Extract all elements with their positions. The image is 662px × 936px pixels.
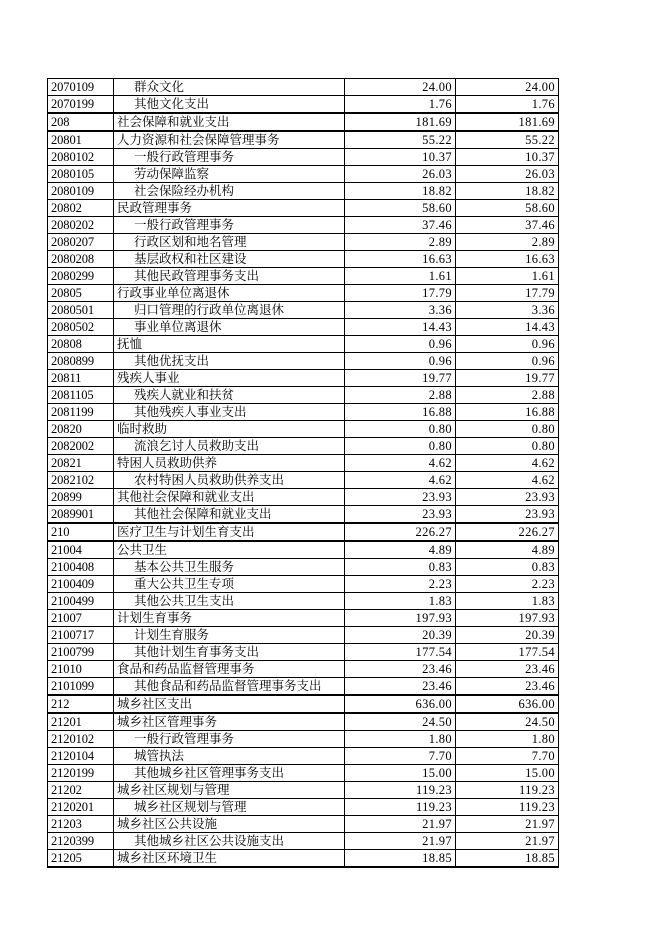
cell-execution-amount: 55.22 (456, 131, 559, 149)
cell-code: 2070199 (48, 96, 114, 114)
cell-item-name: 归口管理的行政单位离退休 (114, 302, 345, 319)
cell-code: 2080207 (48, 234, 114, 251)
cell-item-name: 抚恤 (114, 336, 345, 353)
cell-code: 2080102 (48, 149, 114, 166)
cell-code: 2100408 (48, 559, 114, 576)
cell-code: 20811 (48, 370, 114, 387)
cell-execution-amount: 24.50 (456, 713, 559, 731)
table-row[interactable] (48, 96, 559, 114)
table-row[interactable] (48, 489, 559, 506)
table-row[interactable] (48, 816, 559, 833)
cell-execution-amount: 58.60 (456, 200, 559, 217)
cell-execution-amount: 21.97 (456, 833, 559, 850)
cell-item-name: 社会保险经办机构 (114, 183, 345, 200)
cell-budget-amount: 0.80 (345, 421, 456, 438)
table-row[interactable] (48, 131, 559, 149)
cell-budget-amount: 636.00 (345, 695, 456, 713)
cell-budget-amount: 37.46 (345, 217, 456, 234)
table-row[interactable] (48, 644, 559, 661)
cell-budget-amount: 18.82 (345, 183, 456, 200)
cell-budget-amount: 7.70 (345, 748, 456, 765)
cell-execution-amount: 4.89 (456, 541, 559, 559)
cell-item-name: 一般行政管理事务 (114, 149, 345, 166)
table-row[interactable] (48, 387, 559, 404)
cell-budget-amount: 3.36 (345, 302, 456, 319)
cell-budget-amount: 119.23 (345, 782, 456, 799)
cell-budget-amount: 24.00 (345, 79, 456, 96)
cell-execution-amount: 636.00 (456, 695, 559, 713)
table-row[interactable] (48, 404, 559, 421)
cell-budget-amount: 2.23 (345, 576, 456, 593)
table-row[interactable] (48, 113, 559, 131)
cell-code: 20801 (48, 131, 114, 149)
cell-budget-amount: 1.83 (345, 593, 456, 610)
cell-execution-amount: 37.46 (456, 217, 559, 234)
table-row[interactable] (48, 234, 559, 251)
cell-budget-amount: 226.27 (345, 523, 456, 541)
cell-code: 2080109 (48, 183, 114, 200)
cell-execution-amount: 3.36 (456, 302, 559, 319)
cell-item-name: 残疾人事业 (114, 370, 345, 387)
cell-budget-amount: 58.60 (345, 200, 456, 217)
table-row[interactable] (48, 627, 559, 644)
cell-budget-amount: 2.89 (345, 234, 456, 251)
cell-item-name: 其他社会保障和就业支出 (114, 489, 345, 506)
cell-budget-amount: 181.69 (345, 113, 456, 131)
cell-code: 2070109 (48, 79, 114, 96)
cell-code: 2100717 (48, 627, 114, 644)
cell-item-name: 城乡社区支出 (114, 695, 345, 713)
cell-budget-amount: 0.83 (345, 559, 456, 576)
cell-code: 2120102 (48, 731, 114, 748)
cell-budget-amount: 17.79 (345, 285, 456, 302)
cell-code: 212 (48, 695, 114, 713)
cell-item-name: 农村特困人员救助供养支出 (114, 472, 345, 489)
cell-item-name: 一般行政管理事务 (114, 217, 345, 234)
cell-code: 2100799 (48, 644, 114, 661)
cell-item-name: 特困人员救助供养 (114, 455, 345, 472)
cell-item-name: 劳动保障监察 (114, 166, 345, 183)
table-row[interactable] (48, 472, 559, 489)
table-row[interactable] (48, 765, 559, 782)
spreadsheet-sheet (47, 78, 558, 868)
cell-execution-amount: 17.79 (456, 285, 559, 302)
cell-code: 21202 (48, 782, 114, 799)
cell-execution-amount: 177.54 (456, 644, 559, 661)
cell-item-name: 医疗卫生与计划生育支出 (114, 523, 345, 541)
cell-budget-amount: 1.61 (345, 268, 456, 285)
table-row[interactable] (48, 610, 559, 627)
cell-item-name: 其他优抚支出 (114, 353, 345, 370)
table-body (48, 79, 559, 868)
cell-execution-amount: 23.93 (456, 489, 559, 506)
cell-code: 2100499 (48, 593, 114, 610)
cell-budget-amount: 177.54 (345, 644, 456, 661)
table-row[interactable] (48, 799, 559, 816)
cell-execution-amount: 1.76 (456, 96, 559, 114)
cell-item-name: 基层政权和社区建设 (114, 251, 345, 268)
cell-code: 20820 (48, 421, 114, 438)
table-row[interactable] (48, 251, 559, 268)
cell-budget-amount: 0.80 (345, 438, 456, 455)
cell-execution-amount: 15.00 (456, 765, 559, 782)
cell-budget-amount: 2.88 (345, 387, 456, 404)
table-row[interactable] (48, 731, 559, 748)
cell-budget-amount: 0.96 (345, 336, 456, 353)
table-row[interactable] (48, 268, 559, 285)
cell-execution-amount: 18.85 (456, 850, 559, 868)
cell-code: 20821 (48, 455, 114, 472)
cell-execution-amount: 197.93 (456, 610, 559, 627)
cell-execution-amount: 23.46 (456, 678, 559, 696)
cell-execution-amount: 14.43 (456, 319, 559, 336)
cell-execution-amount: 23.46 (456, 661, 559, 678)
cell-code: 2081199 (48, 404, 114, 421)
cell-code: 2100409 (48, 576, 114, 593)
cell-budget-amount: 197.93 (345, 610, 456, 627)
cell-execution-amount: 16.63 (456, 251, 559, 268)
table-row[interactable] (48, 421, 559, 438)
cell-code: 2082102 (48, 472, 114, 489)
cell-budget-amount: 4.62 (345, 455, 456, 472)
cell-code: 2120104 (48, 748, 114, 765)
cell-execution-amount: 10.37 (456, 149, 559, 166)
cell-item-name: 其他公共卫生支出 (114, 593, 345, 610)
cell-budget-amount: 21.97 (345, 816, 456, 833)
cell-execution-amount: 16.88 (456, 404, 559, 421)
table-row[interactable] (48, 593, 559, 610)
cell-budget-amount: 26.03 (345, 166, 456, 183)
cell-item-name: 其他社会保障和就业支出 (114, 506, 345, 524)
cell-item-name: 人力资源和社会保障管理事务 (114, 131, 345, 149)
table-row[interactable] (48, 149, 559, 166)
cell-item-name: 残疾人就业和扶贫 (114, 387, 345, 404)
table-row[interactable] (48, 336, 559, 353)
table-row[interactable] (48, 523, 559, 541)
cell-item-name: 临时救助 (114, 421, 345, 438)
cell-item-name: 事业单位离退休 (114, 319, 345, 336)
cell-execution-amount: 23.93 (456, 506, 559, 524)
cell-item-name: 其他城乡社区管理事务支出 (114, 765, 345, 782)
cell-code: 21010 (48, 661, 114, 678)
cell-execution-amount: 119.23 (456, 782, 559, 799)
cell-code: 2101099 (48, 678, 114, 696)
table-row[interactable] (48, 506, 559, 524)
cell-execution-amount: 7.70 (456, 748, 559, 765)
cell-item-name: 重大公共卫生专项 (114, 576, 345, 593)
cell-execution-amount: 26.03 (456, 166, 559, 183)
cell-execution-amount: 2.88 (456, 387, 559, 404)
cell-item-name: 其他文化支出 (114, 96, 345, 114)
table-row[interactable] (48, 285, 559, 302)
cell-item-name: 其他民政管理事务支出 (114, 268, 345, 285)
cell-item-name: 城管执法 (114, 748, 345, 765)
cell-execution-amount: 2.89 (456, 234, 559, 251)
cell-code: 20805 (48, 285, 114, 302)
cell-code: 2120199 (48, 765, 114, 782)
cell-budget-amount: 14.43 (345, 319, 456, 336)
cell-code: 20899 (48, 489, 114, 506)
table-row[interactable] (48, 319, 559, 336)
cell-budget-amount: 0.96 (345, 353, 456, 370)
cell-execution-amount: 20.39 (456, 627, 559, 644)
cell-item-name: 群众文化 (114, 79, 345, 96)
cell-item-name: 城乡社区规划与管理 (114, 799, 345, 816)
cell-execution-amount: 0.80 (456, 438, 559, 455)
cell-code: 2120399 (48, 833, 114, 850)
cell-code: 2080899 (48, 353, 114, 370)
cell-code: 20802 (48, 200, 114, 217)
cell-code: 208 (48, 113, 114, 131)
cell-code: 21004 (48, 541, 114, 559)
table-row[interactable] (48, 661, 559, 678)
cell-item-name: 一般行政管理事务 (114, 731, 345, 748)
cell-code: 20808 (48, 336, 114, 353)
cell-budget-amount: 20.39 (345, 627, 456, 644)
cell-budget-amount: 1.76 (345, 96, 456, 114)
cell-execution-amount: 1.80 (456, 731, 559, 748)
cell-budget-amount: 18.85 (345, 850, 456, 868)
table-row[interactable] (48, 748, 559, 765)
cell-budget-amount: 24.50 (345, 713, 456, 731)
cell-item-name: 城乡社区管理事务 (114, 713, 345, 731)
cell-code: 2080202 (48, 217, 114, 234)
cell-budget-amount: 1.80 (345, 731, 456, 748)
cell-item-name: 民政管理事务 (114, 200, 345, 217)
table-row[interactable] (48, 438, 559, 455)
cell-budget-amount: 23.93 (345, 506, 456, 524)
cell-execution-amount: 21.97 (456, 816, 559, 833)
cell-code: 21205 (48, 850, 114, 868)
table-row[interactable] (48, 678, 559, 696)
budget-expenditure-table (47, 78, 559, 868)
cell-execution-amount: 4.62 (456, 472, 559, 489)
cell-item-name: 食品和药品监督管理事务 (114, 661, 345, 678)
cell-item-name: 行政事业单位离退休 (114, 285, 345, 302)
cell-code: 2080502 (48, 319, 114, 336)
cell-execution-amount: 24.00 (456, 79, 559, 96)
cell-execution-amount: 0.96 (456, 353, 559, 370)
cell-code: 2080299 (48, 268, 114, 285)
cell-budget-amount: 55.22 (345, 131, 456, 149)
cell-code: 2080501 (48, 302, 114, 319)
table-row[interactable] (48, 455, 559, 472)
cell-budget-amount: 16.88 (345, 404, 456, 421)
cell-item-name: 公共卫生 (114, 541, 345, 559)
cell-budget-amount: 23.93 (345, 489, 456, 506)
cell-execution-amount: 0.80 (456, 421, 559, 438)
cell-item-name: 计划生育事务 (114, 610, 345, 627)
table-row[interactable] (48, 833, 559, 850)
cell-item-name: 城乡社区公共设施 (114, 816, 345, 833)
cell-budget-amount: 119.23 (345, 799, 456, 816)
table-row[interactable] (48, 200, 559, 217)
cell-execution-amount: 119.23 (456, 799, 559, 816)
table-row[interactable] (48, 559, 559, 576)
cell-code: 2120201 (48, 799, 114, 816)
table-row[interactable] (48, 850, 559, 868)
table-row[interactable] (48, 183, 559, 200)
cell-budget-amount: 23.46 (345, 661, 456, 678)
cell-budget-amount: 23.46 (345, 678, 456, 696)
table-row[interactable] (48, 782, 559, 799)
cell-budget-amount: 19.77 (345, 370, 456, 387)
cell-execution-amount: 19.77 (456, 370, 559, 387)
cell-execution-amount: 18.82 (456, 183, 559, 200)
cell-item-name: 计划生育服务 (114, 627, 345, 644)
cell-budget-amount: 21.97 (345, 833, 456, 850)
cell-item-name: 行政区划和地名管理 (114, 234, 345, 251)
cell-code: 2080105 (48, 166, 114, 183)
table-row[interactable] (48, 713, 559, 731)
cell-execution-amount: 2.23 (456, 576, 559, 593)
table-row[interactable] (48, 576, 559, 593)
cell-item-name: 城乡社区环境卫生 (114, 850, 345, 868)
cell-budget-amount: 15.00 (345, 765, 456, 782)
cell-code: 2082002 (48, 438, 114, 455)
cell-item-name: 城乡社区规划与管理 (114, 782, 345, 799)
cell-execution-amount: 4.62 (456, 455, 559, 472)
cell-code: 210 (48, 523, 114, 541)
cell-item-name: 其他计划生育事务支出 (114, 644, 345, 661)
table-row[interactable] (48, 79, 559, 96)
cell-budget-amount: 16.63 (345, 251, 456, 268)
table-row[interactable] (48, 695, 559, 713)
cell-item-name: 其他残疾人事业支出 (114, 404, 345, 421)
cell-execution-amount: 226.27 (456, 523, 559, 541)
table-row[interactable] (48, 353, 559, 370)
cell-code: 2089901 (48, 506, 114, 524)
cell-budget-amount: 4.62 (345, 472, 456, 489)
cell-item-name: 其他食品和药品监督管理事务支出 (114, 678, 345, 696)
cell-execution-amount: 1.83 (456, 593, 559, 610)
table-row[interactable] (48, 217, 559, 234)
cell-execution-amount: 0.83 (456, 559, 559, 576)
table-row[interactable] (48, 166, 559, 183)
cell-budget-amount: 10.37 (345, 149, 456, 166)
table-row[interactable] (48, 370, 559, 387)
cell-code: 21201 (48, 713, 114, 731)
cell-execution-amount: 0.96 (456, 336, 559, 353)
table-row[interactable] (48, 541, 559, 559)
cell-code: 21203 (48, 816, 114, 833)
cell-item-name: 社会保障和就业支出 (114, 113, 345, 131)
cell-execution-amount: 1.61 (456, 268, 559, 285)
cell-code: 2080208 (48, 251, 114, 268)
cell-code: 2081105 (48, 387, 114, 404)
cell-item-name: 基本公共卫生服务 (114, 559, 345, 576)
cell-budget-amount: 4.89 (345, 541, 456, 559)
cell-execution-amount: 181.69 (456, 113, 559, 131)
table-row[interactable] (48, 302, 559, 319)
cell-item-name: 其他城乡社区公共设施支出 (114, 833, 345, 850)
cell-code: 21007 (48, 610, 114, 627)
cell-item-name: 流浪乞讨人员救助支出 (114, 438, 345, 455)
